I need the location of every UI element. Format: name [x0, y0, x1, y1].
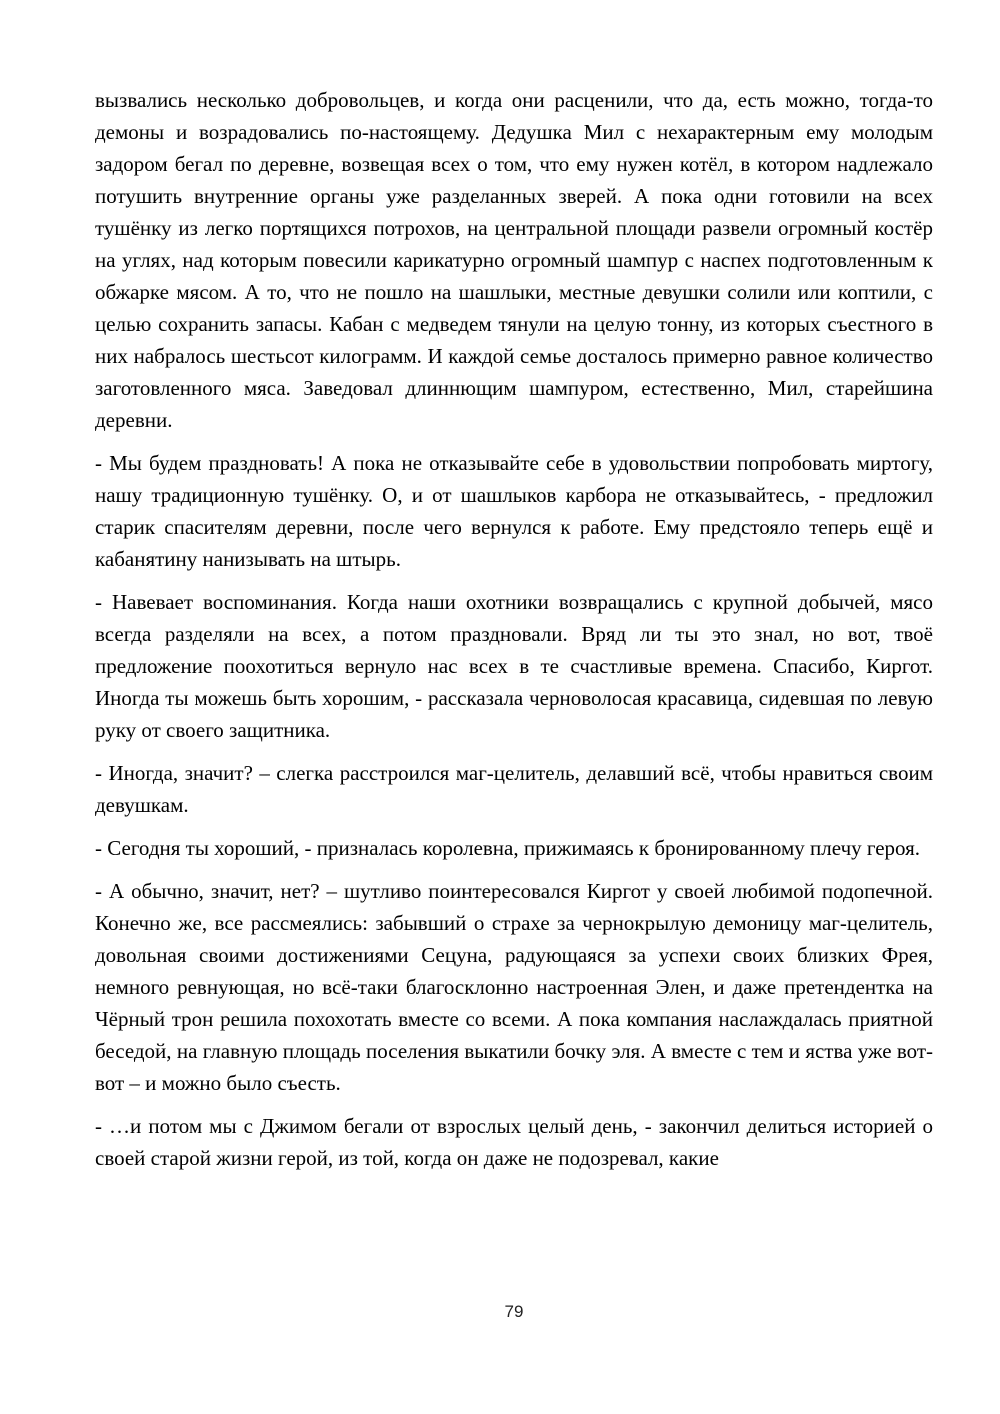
paragraph-dialogue-1: - Мы будем праздновать! А пока не отказывайте себе в удовольствии попробовать миртогу, нашу традиционную тушёнку. О, и от шашлыков карбора не отказывайтесь, - предложил старик спасителям деревни, после чего вернулся к работе. Ему предстояло теперь ещё и кабанятину нанизывать на штырь. [95, 451, 933, 571]
paragraph-dialogue-3: - Иногда, значит? – слегка расстроился маг-целитель, делавший всё, чтобы нравиться своим девушкам. [95, 761, 933, 817]
paragraph-dialogue-6: - …и потом мы с Джимом бегали от взрослых целый день, - закончил делиться историей о своей старой жизни герой, из той, когда он даже не подозревал, какие [95, 1114, 933, 1170]
paragraph-dialogue-5: - А обычно, значит, нет? – шутливо поинтересовался Киргот у своей любимой подопечной. Конечно же, все рассмеялись: забывший о страхе за чернокрылую демоницу маг-целитель, довольная своими достижениями Сецуна, радующаяся за успехи своих близких Фрея, немного ревнующая, но всё-таки благосклонно настроенная Элен, и даже претендентка на Чёрный трон решила похохотать вместе со всеми. А пока компания наслаждалась приятной беседой, на главную площадь поселения выкатили бочку эля. А вместе с тем и яства уже вот-вот – и можно было съесть. [95, 879, 933, 1095]
paragraph-dialogue-4: - Сегодня ты хороший, - призналась королевна, прижимаясь к бронированному плечу героя. [95, 836, 921, 860]
paragraph-narration-1: вызвались несколько добровольцев, и когда они расценили, что да, есть можно, тогда-то демоны и возрадовались по-настоящему. Дедушка Мил с нехарактерным ему молодым задором бегал по деревне, возвещая всех о том, что ему нужен котёл, в котором надлежало потушить внутренние органы уже разделанных зверей. А пока одни готовили на всех тушёнку из легко портящихся потрохов, на центральной площади развели огромный костёр на углях, над которым повесили карикатурно огромный шампур с наспех подготовленным к обжарке мясом. А то, что не пошло на шашлыки, местные девушки солили или коптили, с целью сохранить запасы. Кабан с медведем тянули на целую тонну, из которых съестного в них набралось шестьсот килограмм. И каждой семье досталось примерно равное количество заготовленного мяса. Заведовал длиннющим шампуром, естественно, Мил, старейшина деревни. [95, 88, 933, 432]
paragraph-dialogue-2: - Навевает воспоминания. Когда наши охотники возвращались с крупной добычей, мясо всегда разделяли на всех, а потом праздновали. Вряд ли ты это знал, но вот, твоё предложение поохотиться вернуло нас всех в те счастливые времена. Спасибо, Киргот. Иногда ты можешь быть хорошим, - рассказала черноволосая красавица, сидевшая по левую руку от своего защитника. [95, 590, 933, 742]
page-text-block [95, 84, 933, 1185]
page-number: 79 [504, 1302, 524, 1321]
